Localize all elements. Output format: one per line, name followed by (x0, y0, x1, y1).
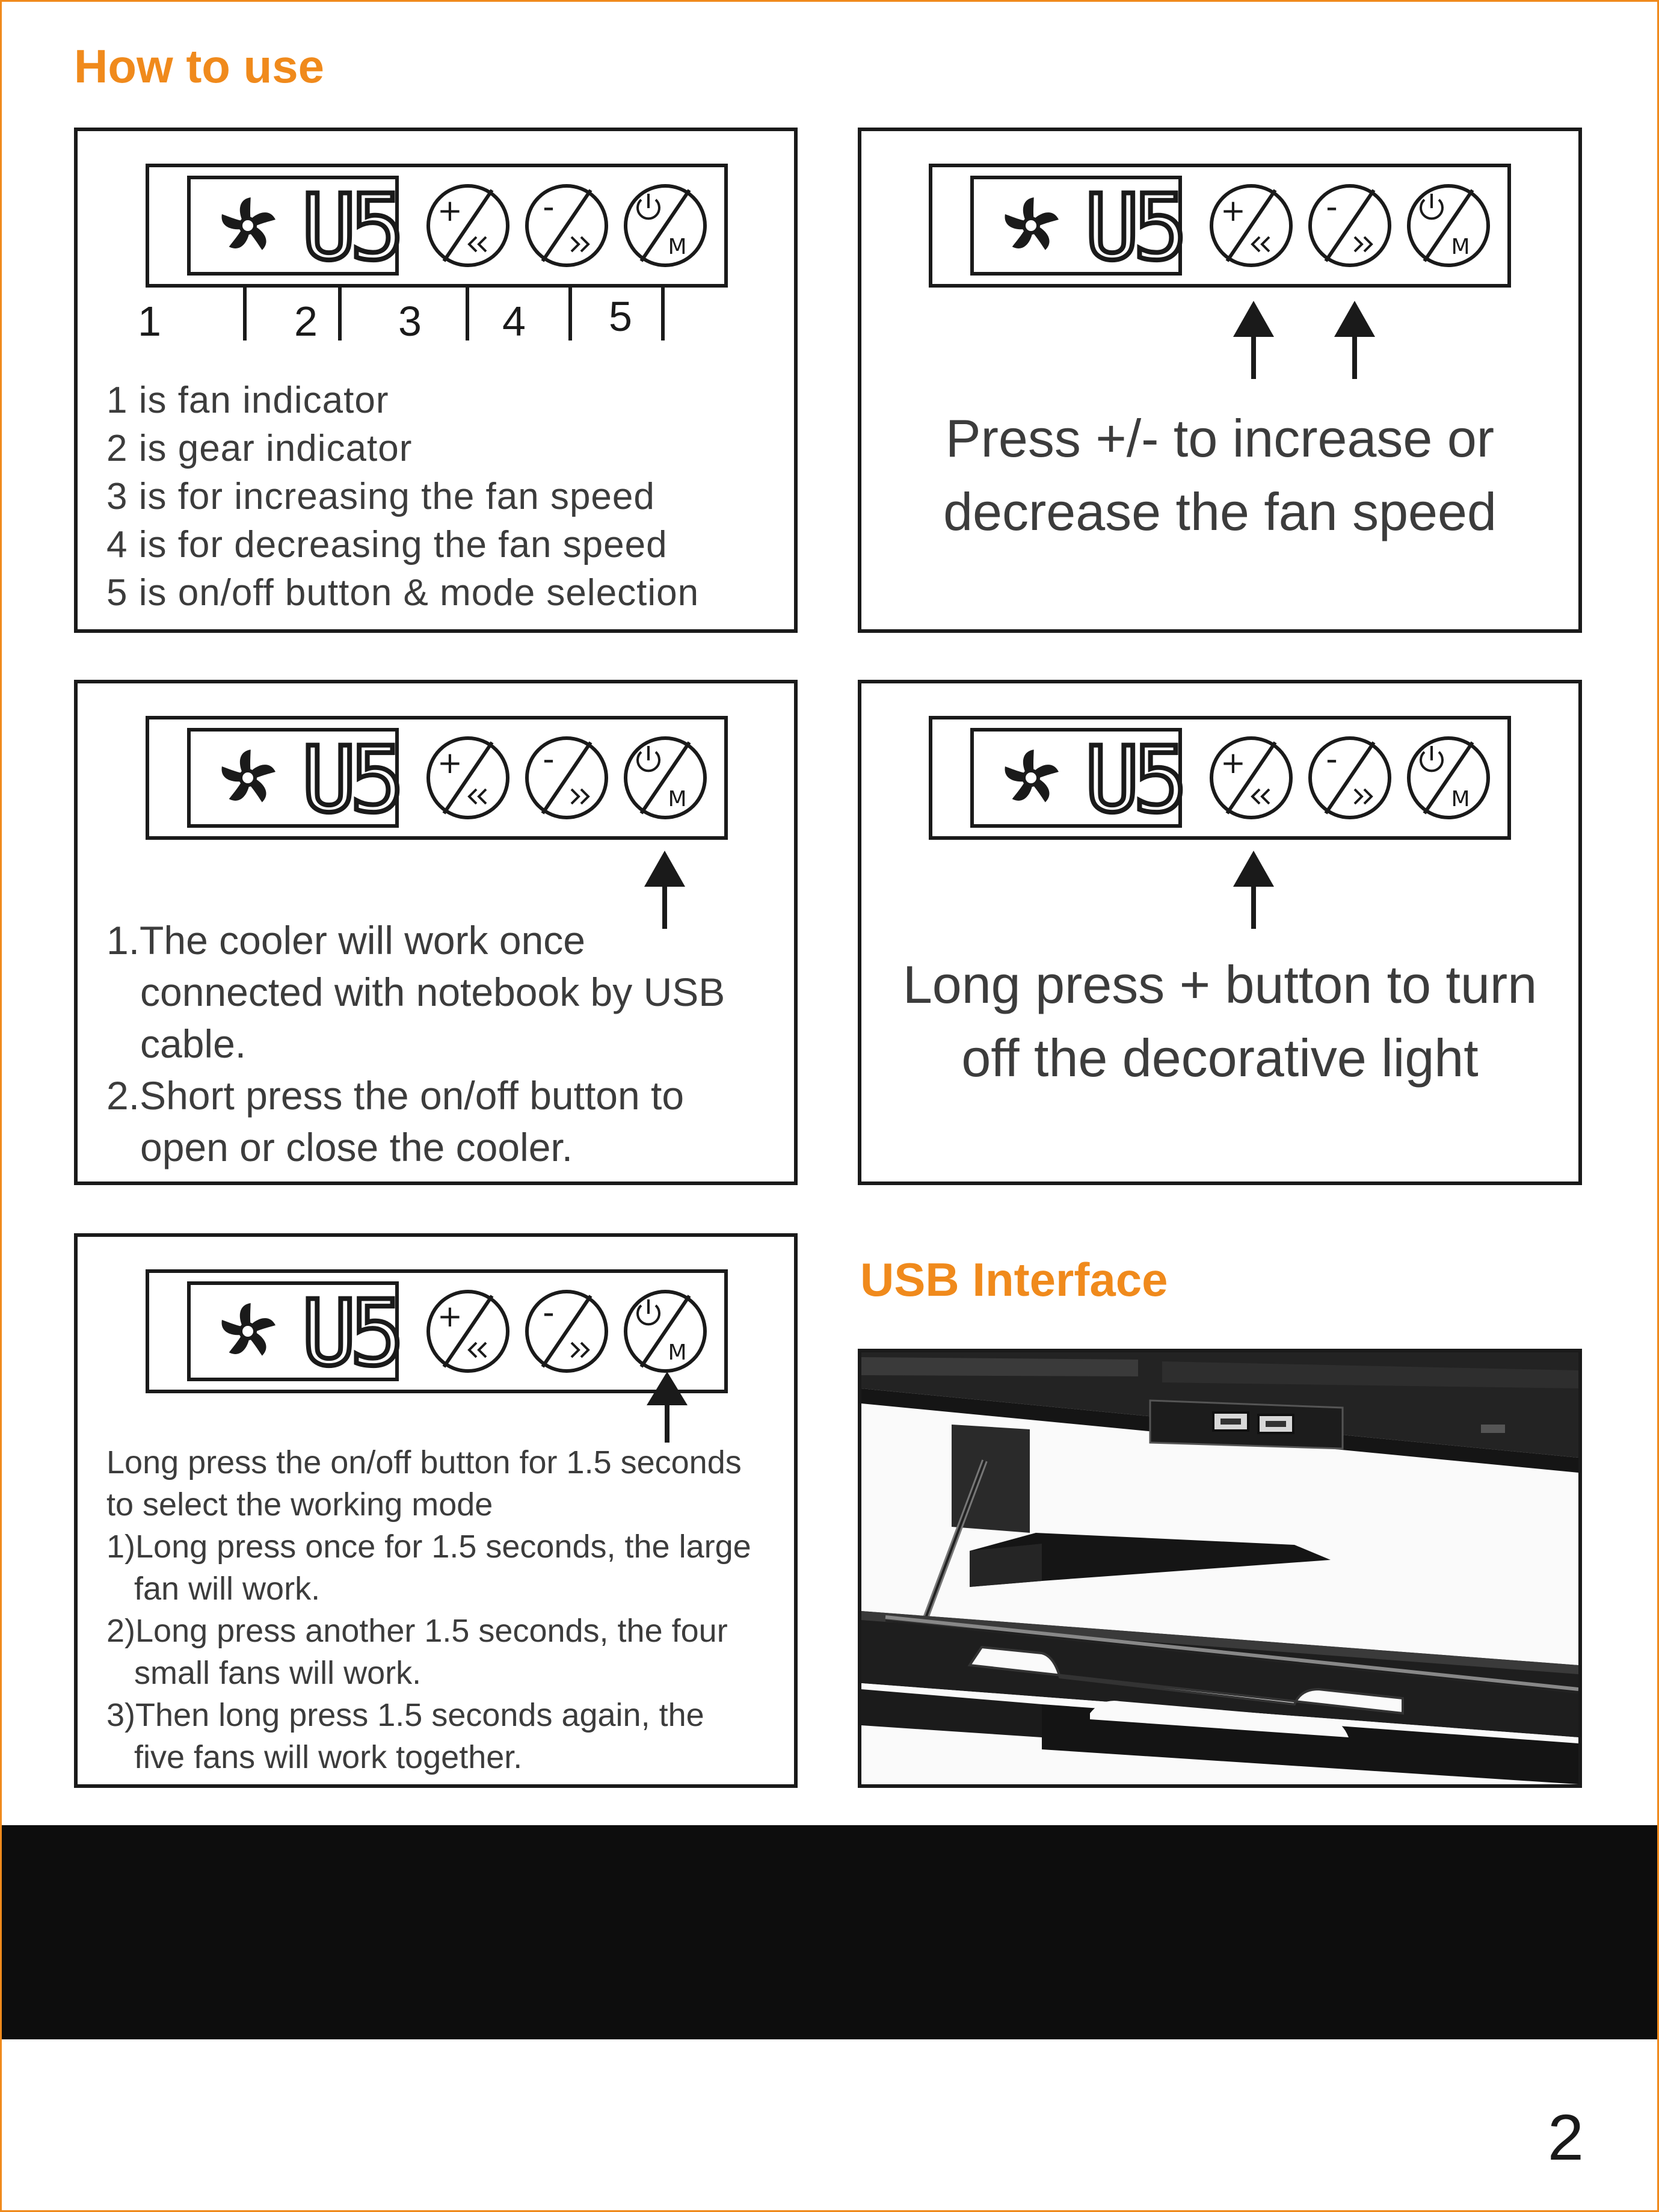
control-panel-svg (146, 1269, 728, 1393)
footer-black-bar (2, 1825, 1657, 2039)
mode-letter: M (1451, 787, 1470, 812)
power-steps (106, 914, 725, 1173)
label-divider (338, 286, 342, 340)
control-panel-diagram (929, 164, 1511, 288)
plus-button[interactable] (428, 738, 508, 818)
minus-symbol: - (543, 188, 555, 226)
gear-readout: U5 (301, 1281, 399, 1386)
mode-letter: M (668, 1340, 687, 1365)
control-panel-diagram (929, 716, 1511, 840)
plus-symbol: + (1220, 745, 1246, 780)
mode-line: 2)Long press another 1.5 seconds, the four (106, 1613, 728, 1649)
instruction-line: decrease the fan speed (943, 482, 1497, 541)
label-number-4: 4 (502, 298, 526, 345)
legend-list (106, 377, 699, 617)
page-number: 2 (1547, 2101, 1584, 2173)
step-line: cable. (140, 1021, 247, 1066)
label-divider (661, 286, 665, 340)
usb-interface-heading: USB Interface (860, 1253, 1168, 1306)
control-panel-svg (929, 716, 1511, 840)
control-panel-diagram (146, 164, 728, 288)
minus-button[interactable] (527, 738, 606, 818)
minus-symbol: - (543, 740, 555, 778)
plus-symbol: + (437, 745, 463, 780)
minus-symbol: - (543, 1293, 555, 1331)
instruction-line: Press +/- to increase or (945, 408, 1495, 468)
mode-line: to select the working mode (106, 1486, 493, 1523)
plus-button[interactable] (428, 186, 508, 265)
step-line: connected with notebook by USB (140, 970, 725, 1014)
control-panel-diagram (146, 1269, 728, 1393)
minus-button[interactable] (527, 1292, 606, 1371)
gear-readout: U5 (1085, 728, 1182, 833)
light-instruction (861, 948, 1578, 1095)
control-panel-diagram (146, 716, 728, 840)
plus-symbol: + (437, 193, 463, 228)
plus-symbol: + (437, 1299, 463, 1334)
mode-line: 1)Long press once for 1.5 seconds, the large (106, 1529, 751, 1565)
speed-instruction (861, 402, 1578, 549)
step-line: 1.The cooler will work once (106, 918, 585, 963)
panel-speed-control (858, 128, 1582, 633)
mode-instructions (106, 1441, 751, 1778)
label-number-5: 5 (609, 293, 632, 340)
up-arrow-icon (1232, 851, 1275, 929)
legend-item: 3 is for increasing the fan speed (106, 476, 655, 517)
mode-line: 3)Then long press 1.5 seconds again, the (106, 1697, 704, 1733)
laptop-cooler-illustration (861, 1352, 1578, 1784)
legend-item: 4 is for decreasing the fan speed (106, 524, 668, 565)
gear-readout: U5 (301, 176, 399, 280)
gear-readout: U5 (301, 728, 399, 833)
panel-mode-select (74, 1233, 798, 1788)
label-divider (466, 286, 469, 340)
control-panel-svg (146, 164, 728, 288)
control-panel-svg (929, 164, 1511, 288)
minus-button[interactable] (527, 186, 606, 265)
mode-letter: M (668, 787, 687, 812)
legend-item: 5 is on/off button & mode selection (106, 572, 700, 614)
power-mode-button[interactable] (626, 186, 705, 265)
label-number-1: 1 (138, 298, 161, 345)
plus-button[interactable] (428, 1292, 508, 1371)
gear-readout: U5 (1085, 176, 1182, 280)
power-mode-button[interactable] (1409, 186, 1488, 265)
up-arrow-icon (1232, 301, 1275, 379)
legend-item: 1 is fan indicator (106, 380, 389, 421)
panel-overview (74, 128, 798, 633)
panel-light-control (858, 680, 1582, 1185)
minus-button[interactable] (1310, 186, 1390, 265)
legend-item: 2 is gear indicator (106, 428, 413, 469)
label-number-3: 3 (398, 298, 422, 345)
control-panel-svg (146, 716, 728, 840)
mode-line: five fans will work together. (134, 1739, 523, 1775)
label-divider (243, 286, 247, 340)
panel-power-on (74, 680, 798, 1185)
mode-line: small fans will work. (134, 1655, 422, 1691)
usb-interface-photo (858, 1349, 1582, 1788)
up-arrow-icon (645, 1372, 689, 1443)
mode-line: Long press the on/off button for 1.5 seconds (106, 1444, 742, 1480)
minus-symbol: - (1326, 188, 1338, 226)
plus-button[interactable] (1211, 738, 1291, 818)
power-mode-button[interactable] (626, 738, 705, 818)
label-divider (568, 286, 572, 340)
step-line: open or close the cooler. (140, 1125, 573, 1169)
minus-symbol: - (1326, 740, 1338, 778)
minus-button[interactable] (1310, 738, 1390, 818)
instruction-line: off the decorative light (961, 1028, 1479, 1088)
plus-button[interactable] (1211, 186, 1291, 265)
power-mode-button[interactable] (626, 1292, 705, 1371)
step-line: 2.Short press the on/off button to (106, 1073, 685, 1118)
mode-letter: M (1451, 235, 1470, 259)
label-number-2: 2 (294, 298, 318, 345)
how-to-use-heading: How to use (74, 40, 325, 93)
plus-symbol: + (1220, 193, 1246, 228)
mode-letter: M (668, 235, 687, 259)
mode-line: fan will work. (134, 1571, 321, 1607)
power-mode-button[interactable] (1409, 738, 1488, 818)
instruction-line: Long press + button to turn (902, 955, 1537, 1014)
up-arrow-icon (1333, 301, 1376, 379)
